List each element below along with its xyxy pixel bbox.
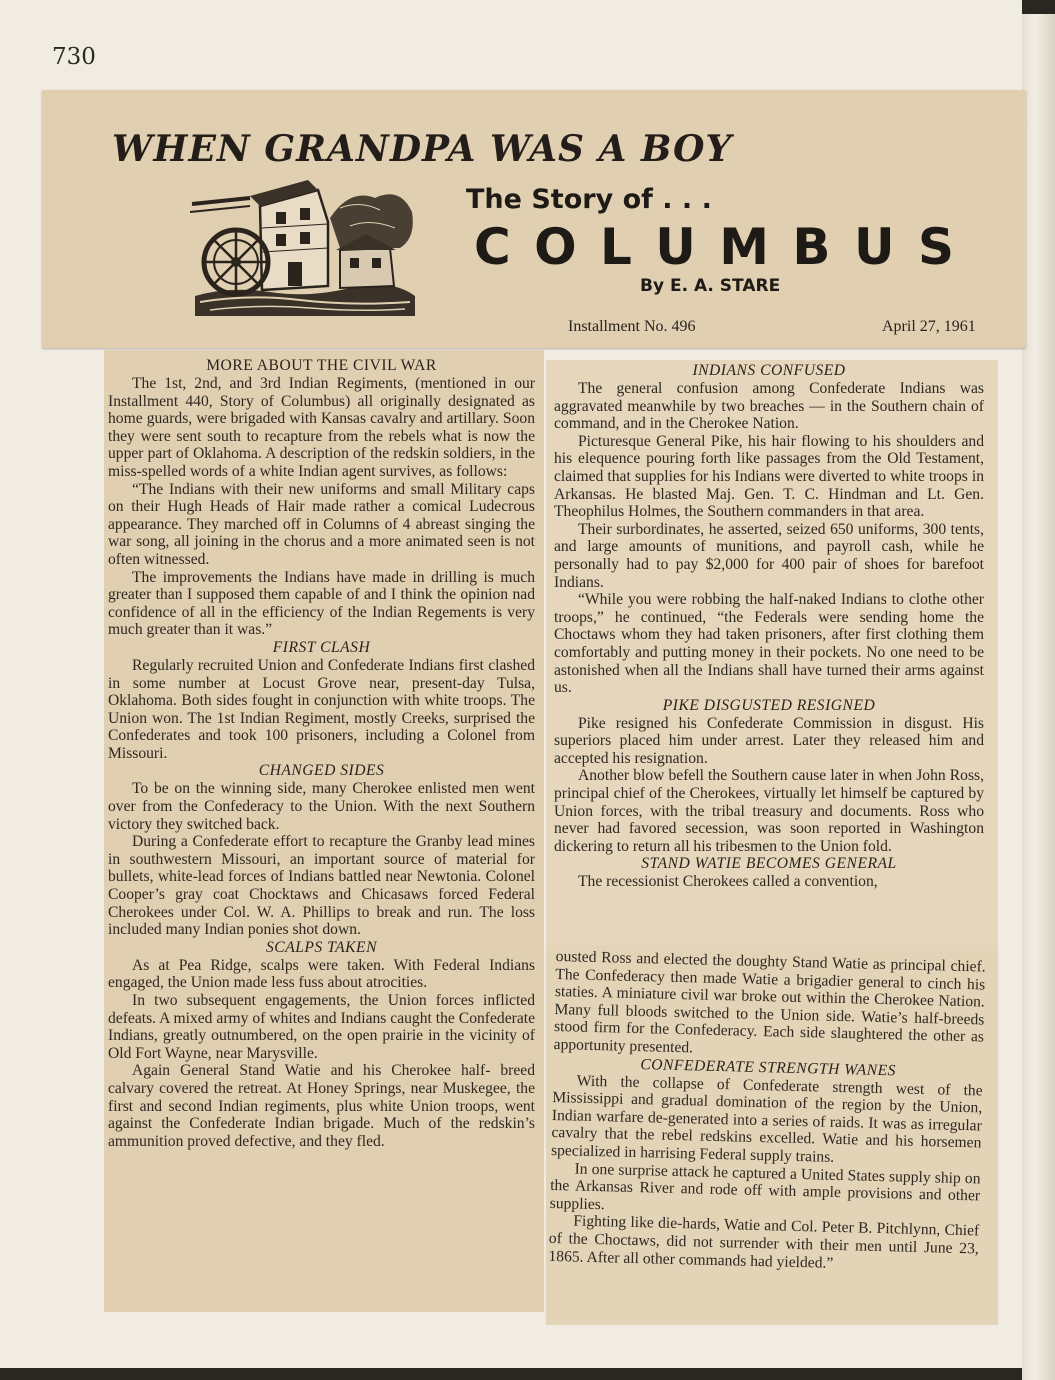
title-letter: C — [474, 218, 511, 276]
story-of-label: The Story of . . . — [466, 184, 712, 215]
title-letter: U — [853, 218, 895, 276]
right-article-column-bottom — [548, 948, 986, 1276]
article-paragraph: Regularly recruited Union and Confederate Indians first clashed in some number at Locust Grove near, present-day Tulsa, Oklahoma. Both sides fought in conjunction with white troops. The Union won. The 1st Indian Regiment, mostly Creeks, surprised the Confederates and took 100 prisoners, including a Colonel from Missouri. — [108, 656, 535, 762]
article-paragraph: Pike resigned his Confederate Commission in disgust. His superiors placed him under arrest. Later they released him and accepted his resignation. — [554, 714, 984, 767]
byline: By E. A. STARE — [640, 276, 781, 296]
page-number: 730 — [52, 44, 96, 70]
article-paragraph: Another blow befell the Southern cause later in when John Ross, principal chief of the Cherokees, virtually let himself be captured by Union forces, with the tribal treasury and documents. Ross who never had favored secession, was soon reported in Washington dickering to return all his tribesmen to the Union fold. — [554, 767, 984, 855]
article-paragraph: During a Confederate effort to recapture the Granby lead mines in southwestern Missouri, an important source of material for bullets, white-lead forces of Indians battled near Newtonia. Colonel Cooper’s gray coat Chocktaws and Chicasaws forced Federal Cherokees under Col. W. A. Phillips to break and run. The loss included many Indian ponies shot down. — [108, 833, 535, 939]
article-paragraph: Again General Stand Watie and his Cherokee half- breed calvary covered the retreat. At Honey Springs, near Muskegee, the first and second Indian regiments, plus white Union troops, went against the Confederate Indian brigade. Much of the redskin’s ammunition proved defective, and they fled. — [108, 1062, 535, 1150]
publication-date: April 27, 1961 — [882, 318, 976, 335]
left-article-column — [108, 357, 535, 1150]
title-letter: B — [792, 218, 831, 276]
section-heading: PIKE DISGUSTED RESIGNED — [662, 696, 876, 714]
title-letter: L — [600, 218, 632, 276]
article-paragraph: The recessionist Cherokees called a convention, — [578, 873, 878, 891]
headline: WHEN GRANDPA WAS A BOY — [112, 128, 733, 170]
article-paragraph: “While you were robbing the half-naked Indians to clothe other troops,” he continued, “the Federals were sending home the Choctaws whom they had taken prisoners, after first clothing them comfortably and putting money in their pockets. No one need to be astonished when all the Indians shall have turned their arms against us. — [554, 591, 984, 697]
article-paragraph: “The Indians with their new uniforms and small Military caps on their Hugh Heads of Hair made rather a comical Ludecrous appearance. They marched off in Columns of 4 abreast singing the war song, all joining in the chorus and a more animated seen is not often witnessed. — [108, 480, 535, 568]
article-paragraph: The general confusion among Confederate Indians was aggravated meanwhile by two breaches — in the Southern chain of command, and in the Cherokee Nation. — [554, 380, 984, 433]
article-paragraph: The improvements the Indians have made in drilling is much greater than I supposed them capable of and I think the opinion nad confidence of all in the efficiency of the Indian Regements is very much greater than it was.” — [108, 568, 535, 639]
section-heading: INDIANS CONFUSED — [692, 362, 846, 379]
article-paragraph: Their surbordinates, he asserted, seized 650 uniforms, 300 tents, and large amounts of munitions, and payroll cash, while he personally had to pay $2,000 for 400 pair of shoes for barefoot Indians. — [554, 520, 984, 591]
installment-number: Installment No. 496 — [568, 318, 696, 335]
section-heading: CHANGED SIDES — [258, 762, 385, 780]
title-letter: U — [655, 218, 696, 276]
story-title — [474, 218, 954, 276]
article-paragraph: ousted Ross and elected the doughty Stand Watie as principal chief. The Confederacy then made Watie a brigadier general to cinch his staties. A miniature civil war broke out within the Cherokee Nation. Many full bloods switched to the Union side. Watie’s half-breeds stood firm for the Confederacy. Each side slaughtered the other as apportunity presented. — [553, 948, 986, 1057]
section-heading: MORE ABOUT THE CIVIL WAR — [206, 357, 437, 374]
article-paragraph: To be on the winning side, many Cherokee enlisted men went over from the Confederacy to the Union. With the next Southern victory they switched back. — [108, 780, 535, 833]
article-paragraph: In one surprise attack he captured a United States supply ship on the Arkansas River and rode off with ample provisions and other supplies. — [549, 1160, 981, 1213]
section-heading: SCALPS TAKEN — [266, 938, 377, 956]
article-paragraph: As at Pea Ridge, scalps were taken. With Federal Indians engaged, the Union made less fuss about atrocities. — [108, 956, 535, 992]
adjacent-page-edge — [1022, 14, 1055, 1380]
article-paragraph: In two subsequent engagements, the Union forces inflicted defeats. A mixed army of whites and Indians caught the Confederate Indians, greatly outnumbered, on the open prairie in the vicinity of Old Fort Wayne, near Marysville. — [108, 992, 535, 1062]
title-letter: M — [719, 218, 770, 276]
section-heading: CONFEDERATE STRENGTH WANES — [640, 1055, 897, 1079]
right-article-column-top — [554, 362, 984, 891]
title-letter: S — [917, 218, 954, 276]
article-paragraph: The 1st, 2nd, and 3rd Indian Regiments, (mentioned in our Installment 440, Story of Columbus) all originally designated as home guards, were brigaded with Kansas cavalry and artillary. Soon they were sent south to recapture from the rebels what is now the upper part of Oklahoma. A description of the redskin soldiers, in the miss-spelled words of a white Indian agent survives, as follows: — [108, 375, 535, 480]
water-mill-illustration — [190, 178, 418, 316]
section-heading: FIRST CLASH — [272, 638, 371, 656]
section-heading: STAND WATIE BECOMES GENERAL — [641, 855, 897, 873]
title-letter: O — [534, 218, 577, 276]
article-paragraph: Picturesque General Pike, his hair flowing to his shoulders and his elequence pouring forth like passages from the Old Testament, claimed that supplies for his Indians were diverted to white troops in Arkansas. He blasted Maj. Gen. T. C. Hindman and Lt. Gen. Theophilus Holmes, the Southern commanders in that area. — [554, 432, 984, 521]
article-paragraph: With the collapse of Confederate strength west of the Mississippi and gradual domination of the region by the Union, Indian warfare de-generated into a series of raids. It was as irregular cavalry that the rebel redskins excelled. Watie and his horsemen specialized in harrising Federal supply trains. — [550, 1072, 983, 1166]
article-paragraph: Fighting like die-hards, Watie and Col. Peter B. Pitchlynn, Chief of the Choctaws, did not surrender with their men until June 23, 1865. After all other commands had yielded.” — [548, 1212, 980, 1272]
